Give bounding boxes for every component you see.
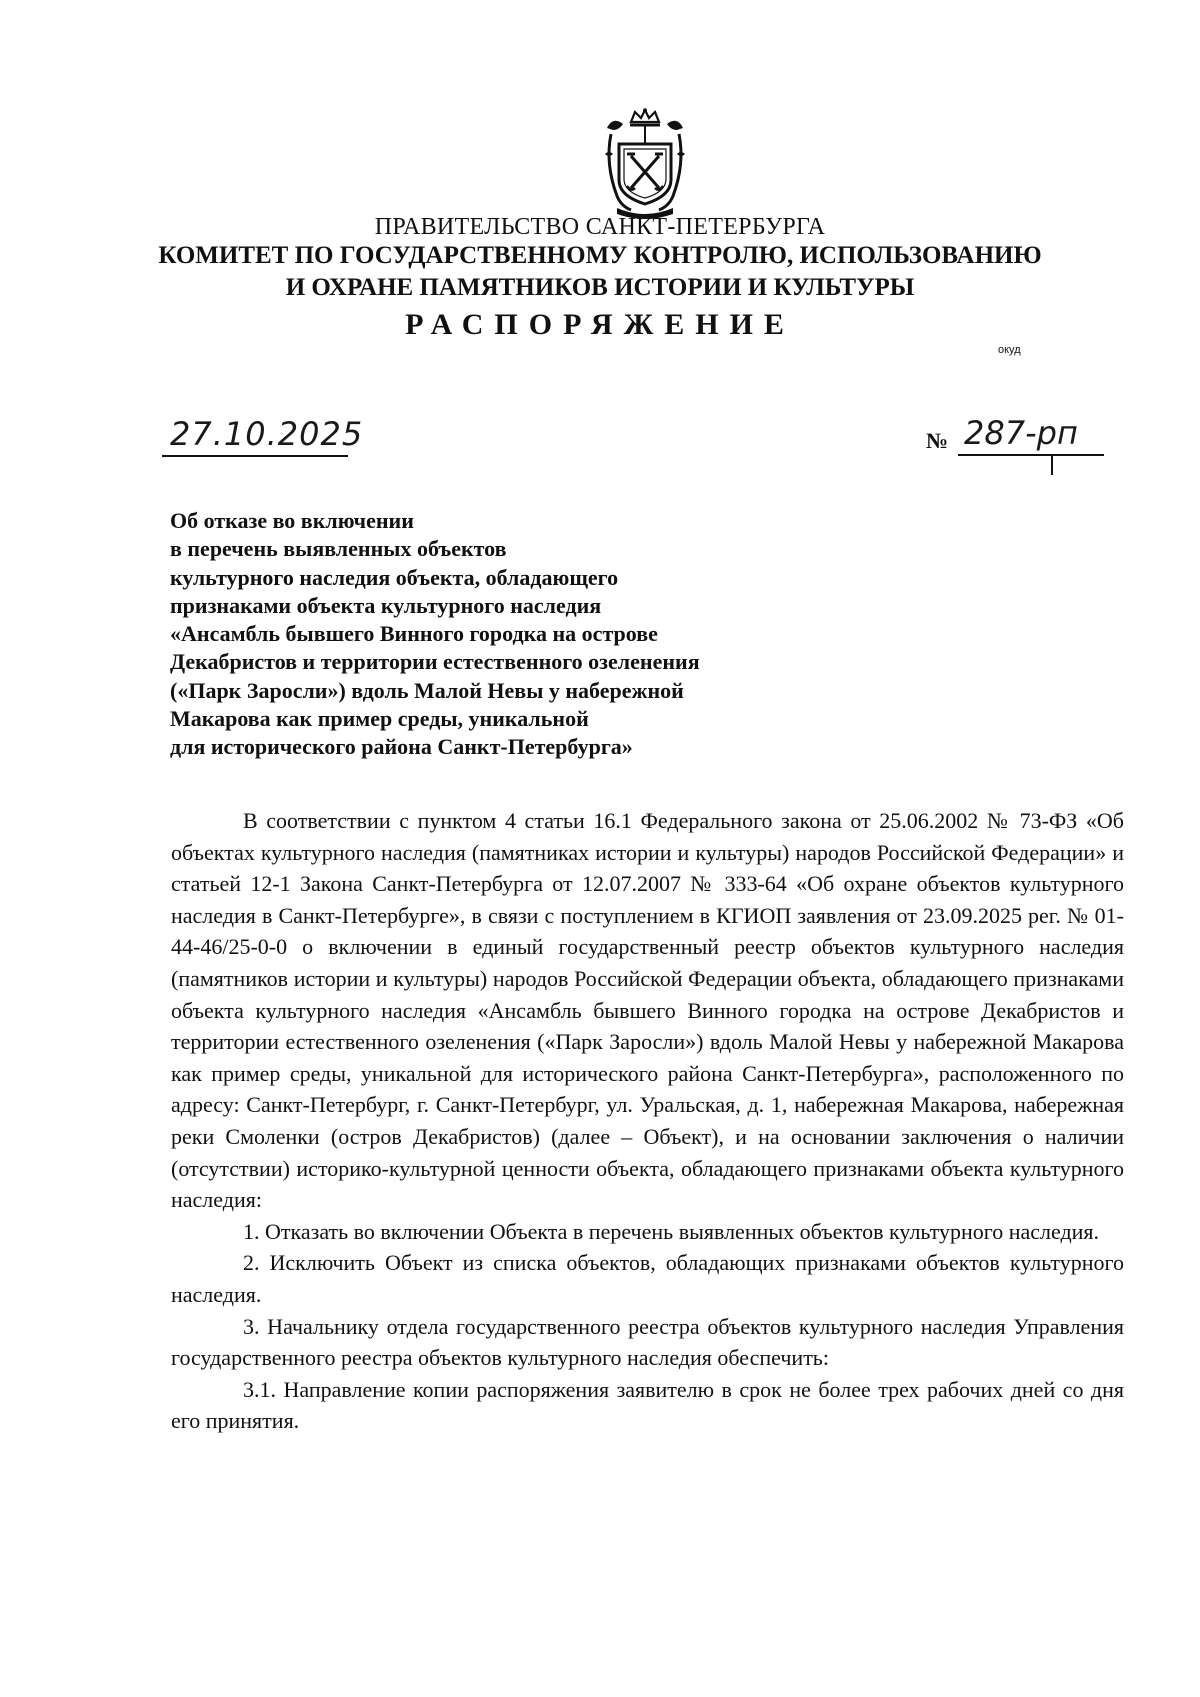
document-type-title: РАСПОРЯЖЕНИЕ <box>405 308 795 341</box>
document-subject <box>170 507 890 762</box>
subject-line: для исторического района Санкт-Петербурга» <box>170 734 633 760</box>
body-paragraph-preamble: В соответствии с пунктом 4 статьи 16.1 Федерального закона от 25.06.2002 № 73-ФЗ «Об объектах культурного наследия (памятниках истории и культуры) народов Российской Федерации» и статьей 12-1 Закона Санкт-Петербурга от 12.07.2007 № 333-64 «Об охране объектов культурного наследия в Санкт-Петербурге», в связи с поступлением в КГИОП заявления от 23.09.2025 рег. № 01-44-46/25-0-0 о включении в единый государственный реестр объектов культурного наследия (памятников истории и культуры) народов Российской Федерации объекта, обладающего признаками объекта культурного наследия «Ансамбль бывшего Винного городка на острове Декабристов и территории естественного озеленения («Парк Заросли») вдоль Малой Невы у набережной Макарова как пример среды, уникальной для исторического района Санкт-Петербурга», расположенного по адресу: Санкт-Петербург, г. Санкт-Петербург, ул. Уральская, д. 1, набережная Макарова, набережная реки Смоленки (остров Декабристов) (далее – Объект), и на основании заключения о наличии (отсутствии) историко-культурной ценности объекта, обладающего признаками объекта культурного наследия: <box>171 808 1124 1213</box>
subject-line: культурного наследия объекта, обладающего <box>170 564 619 590</box>
body-paragraph-item-3-1: 3.1. Направление копии распоряжения заявителю в срок не более трех рабочих дней со дня его принятия. <box>171 1376 1124 1434</box>
subject-line: («Парк Заросли») вдоль Малой Невы у набережной <box>170 677 684 703</box>
committee-title-line-1: КОМИТЕТ ПО ГОСУДАРСТВЕННОМУ КОНТРОЛЮ, ИСПОЛЬЗОВАНИЮ <box>158 242 1042 269</box>
okud-label: окуд <box>998 344 1021 356</box>
subject-line: «Ансамбль бывшего Винного городка на острове <box>170 621 658 647</box>
number-field <box>958 414 1104 456</box>
number-sign: № <box>926 428 949 453</box>
subject-line: Декабристов и территории естественного озеленения <box>170 649 700 675</box>
date-field <box>162 415 364 457</box>
document-date: 27.10.2025 <box>170 415 364 453</box>
document-number: 287-рп <box>964 414 1078 452</box>
subject-line: в перечень выявленных объектов <box>170 536 507 562</box>
document-body <box>171 805 1124 1437</box>
subject-line: Об отказе во включении <box>170 508 414 533</box>
subject-line: признаками объекта культурного наследия <box>170 592 602 618</box>
committee-title-line-2: И ОХРАНЕ ПАМЯТНИКОВ ИСТОРИИ И КУЛЬТУРЫ <box>285 274 915 301</box>
body-paragraph-item-2: 2. Исключить Объект из списка объектов, обладающих признаками объектов культурного наследия. <box>171 1250 1124 1307</box>
body-paragraph-item-1: 1. Отказать во включении Объекта в перечень выявленных объектов культурного наследия. <box>243 1218 1100 1244</box>
government-title: ПРАВИТЕЛЬСТВО САНКТ-ПЕТЕРБУРГА <box>374 214 826 240</box>
subject-line: Макарова как пример среды, уникальной <box>170 706 589 732</box>
st-petersburg-coat-of-arms-icon <box>597 108 693 220</box>
body-paragraph-item-3: 3. Начальнику отдела государственного реестра объектов культурного наследия Управления государственного реестра объектов культурного наследия обеспечить: <box>171 1313 1124 1371</box>
number-handwriting-stroke <box>1051 455 1053 475</box>
